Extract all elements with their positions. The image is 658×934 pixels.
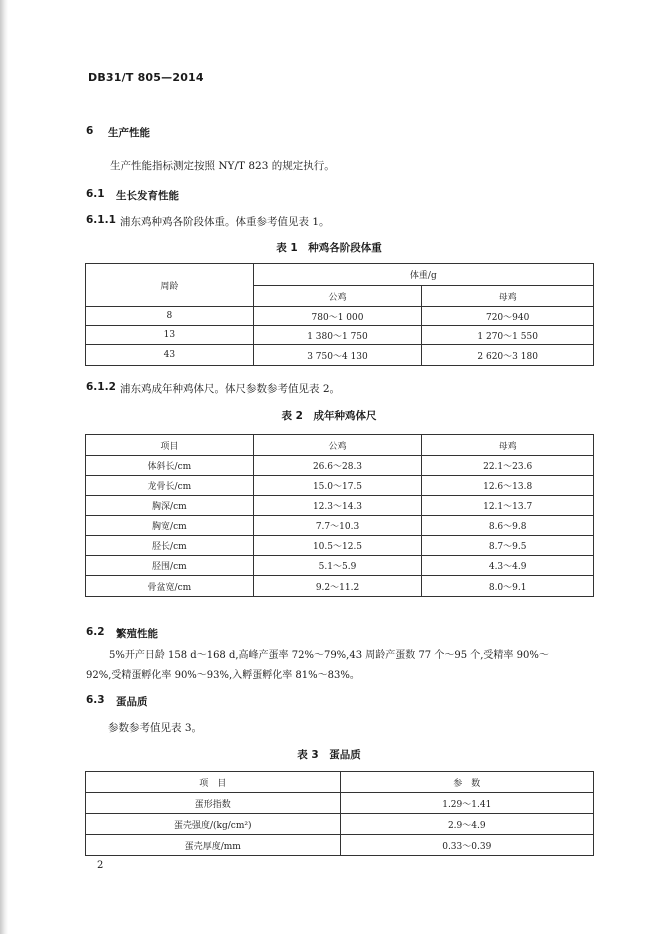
table-1: [85, 263, 594, 366]
table-1-header-weight: 体重/g: [253, 264, 593, 286]
table-row: [86, 536, 594, 556]
table-2-cell-item: 骨盆宽/cm: [86, 576, 254, 597]
section-6-2-line-1: 5%开产日龄 158 d～168 d,高峰产蛋率 72%～79%,43 周龄产蛋数 77 个～95 个,受精率 90%～: [109, 650, 549, 661]
section-6-intro: 生产性能指标测定按照 NY/T 823 的规定执行。: [110, 160, 335, 172]
table-2-cell-item: 胫长/cm: [86, 536, 254, 556]
table-1-cell-female: 720～940: [422, 307, 594, 326]
table-2-cell-female: 4.3～4.9: [422, 556, 594, 576]
section-6-1-2-number: 6.1.2: [86, 381, 116, 393]
table-row: [86, 516, 594, 536]
table-2-header-female: 母鸡: [422, 435, 594, 456]
table-row: [86, 476, 594, 496]
table-3-cell-param: 2.9～4.9: [340, 814, 593, 835]
table-1-cell-female: 1 270～1 550: [422, 326, 594, 345]
table-2-cell-male: 7.7～10.3: [253, 516, 422, 536]
table-3-cell-item: 蛋形指数: [86, 793, 341, 814]
table-1-cell-male: 3 750～4 130: [253, 345, 422, 366]
section-6-2-title: 繁殖性能: [116, 628, 158, 640]
table-3: [85, 771, 594, 856]
table-1-cell-age: 13: [86, 326, 254, 345]
table-1-header-male: 公鸡: [253, 286, 422, 307]
section-6-number: 6: [86, 125, 94, 137]
table-2-cell-item: 体斜长/cm: [86, 456, 254, 476]
table-2-cell-item: 胫围/cm: [86, 556, 254, 576]
section-6-2-line-2: 92%,受精蛋孵化率 90%～93%,入孵蛋孵化率 81%～83%。: [86, 670, 360, 681]
table-2-cell-female: 22.1～23.6: [422, 456, 594, 476]
table-row: [86, 576, 594, 597]
table-3-header-item: 项 目: [86, 772, 341, 793]
table-2-cell-male: 10.5～12.5: [253, 536, 422, 556]
table-row: [86, 814, 594, 835]
table-2-cell-female: 8.0～9.1: [422, 576, 594, 597]
section-6-1-number: 6.1: [86, 188, 105, 200]
table-2-cell-male: 26.6～28.3: [253, 456, 422, 476]
table-2: [85, 434, 594, 597]
section-6-1-2-text: 浦东鸡成年种鸡体尺。体尺参数参考值见表 2。: [120, 383, 341, 395]
section-6-3-number: 6.3: [86, 694, 105, 706]
doc-id: DB31/T 805—2014: [88, 71, 204, 84]
table-2-cell-male: 9.2～11.2: [253, 576, 422, 597]
table-3-header-param: 参 数: [340, 772, 593, 793]
table-3-cell-param: 1.29～1.41: [340, 793, 593, 814]
table-1-cell-female: 2 620～3 180: [422, 345, 594, 366]
table-2-cell-item: 胸宽/cm: [86, 516, 254, 536]
table-row: [86, 556, 594, 576]
table-2-caption: 表 2 成年种鸡体尺: [281, 410, 377, 422]
section-6-2-number: 6.2: [86, 626, 105, 638]
scan-edge: [0, 0, 8, 934]
table-2-cell-female: 12.6～13.8: [422, 476, 594, 496]
table-row: [86, 793, 594, 814]
table-2-cell-item: 龙骨长/cm: [86, 476, 254, 496]
table-row: [86, 835, 594, 856]
section-6-1-1-number: 6.1.1: [86, 214, 116, 226]
section-6-3-title: 蛋品质: [116, 696, 148, 708]
table-row: [86, 496, 594, 516]
table-2-cell-item: 胸深/cm: [86, 496, 254, 516]
table-1-cell-male: 1 380～1 750: [253, 326, 422, 345]
page-number: 2: [97, 860, 104, 871]
table-2-cell-female: 12.1～13.7: [422, 496, 594, 516]
table-3-caption: 表 3 蛋品质: [297, 749, 361, 761]
table-1-cell-age: 8: [86, 307, 254, 326]
table-2-cell-male: 5.1～5.9: [253, 556, 422, 576]
table-3-cell-item: 蛋壳强度/(kg/cm²): [86, 814, 341, 835]
section-6-title: 生产性能: [108, 127, 150, 139]
table-1-header-female: 母鸡: [422, 286, 594, 307]
section-6-1-title: 生长发育性能: [116, 190, 179, 202]
table-row: [86, 345, 594, 366]
table-row: [86, 326, 594, 345]
table-3-cell-param: 0.33～0.39: [340, 835, 593, 856]
table-2-cell-female: 8.6～9.8: [422, 516, 594, 536]
table-1-cell-age: 43: [86, 345, 254, 366]
table-1-caption: 表 1 种鸡各阶段体重: [276, 242, 382, 254]
section-6-1-1-text: 浦东鸡种鸡各阶段体重。体重参考值见表 1。: [120, 216, 330, 228]
table-2-cell-male: 12.3～14.3: [253, 496, 422, 516]
table-2-cell-male: 15.0～17.5: [253, 476, 422, 496]
table-2-header-item: 项目: [86, 435, 254, 456]
table-2-cell-female: 8.7～9.5: [422, 536, 594, 556]
table-2-header-male: 公鸡: [253, 435, 422, 456]
section-6-3-text: 参数参考值见表 3。: [108, 722, 203, 734]
table-row: [86, 307, 594, 326]
table-1-header-age: 周龄: [86, 264, 254, 307]
table-row: [86, 456, 594, 476]
table-3-cell-item: 蛋壳厚度/mm: [86, 835, 341, 856]
table-1-cell-male: 780～1 000: [253, 307, 422, 326]
